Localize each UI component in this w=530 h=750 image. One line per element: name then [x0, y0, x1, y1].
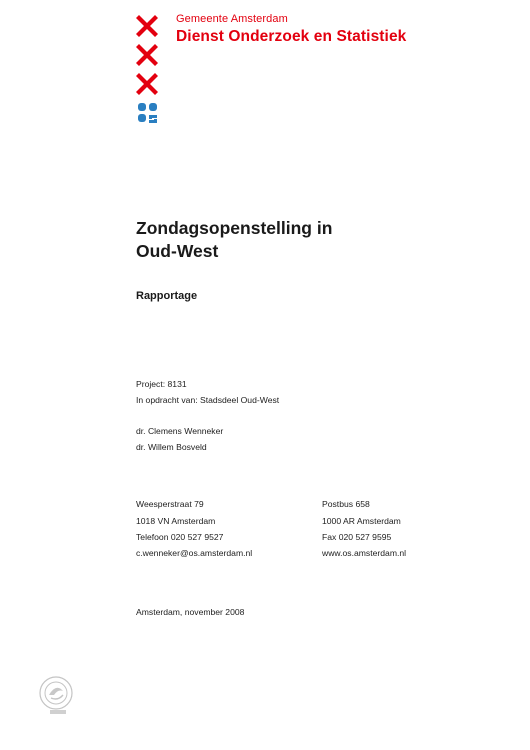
fax-number: Fax 020 527 9595 [322, 532, 392, 542]
website-url: www.os.amsterdam.nl [322, 548, 407, 558]
amsterdam-cross-icon [136, 73, 158, 95]
email-address: c.wenneker@os.amsterdam.nl [136, 548, 253, 558]
amsterdam-cross-icon [136, 44, 158, 66]
os-logo-icon [137, 102, 159, 124]
author-1: dr. Clemens Wenneker [136, 426, 224, 436]
project-number: Project: 8131 [136, 379, 187, 389]
place-and-date: Amsterdam, november 2008 [136, 607, 245, 617]
po-box-postcode: 1000 AR Amsterdam [322, 516, 401, 526]
author-2: dr. Willem Bosveld [136, 442, 207, 452]
address-street: Weesperstraat 79 [136, 499, 204, 509]
org-name-large: Dienst Onderzoek en Statistiek [176, 28, 407, 45]
certification-seal-icon [36, 673, 78, 717]
org-name-small: Gemeente Amsterdam [176, 13, 288, 25]
phone-number: Telefoon 020 527 9527 [136, 532, 224, 542]
report-subtitle: Rapportage [136, 290, 198, 302]
amsterdam-cross-icon [136, 15, 158, 37]
report-title-line-2: Oud-West [136, 241, 219, 261]
po-box: Postbus 658 [322, 499, 370, 509]
address-postcode: 1018 VN Amsterdam [136, 516, 216, 526]
report-title-line-1: Zondagsopenstelling in [136, 218, 333, 238]
client-line: In opdracht van: Stadsdeel Oud-West [136, 395, 280, 405]
report-title [136, 217, 332, 263]
